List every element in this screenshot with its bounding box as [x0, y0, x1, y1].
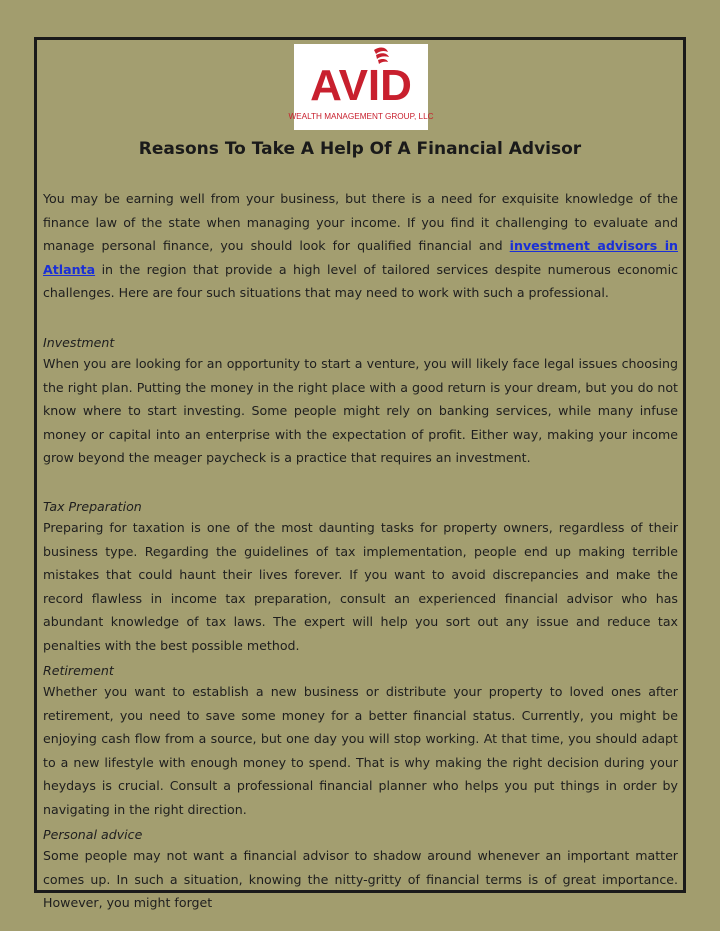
intro-paragraph: [43, 187, 678, 305]
section-body-personal-advice: Some people may not want a financial advisor to shadow around whenever an important matter comes up. In such a situation, knowing the nitty-gritty of financial terms is of great importance. However, you might forget: [43, 848, 678, 910]
intro-text-before-link: You may be earning well from your business, but there is a need for exquisite knowledge of the finance law of the state when managing your income. If you find it challenging to evaluate and manage personal finance, you should look for qualified financial and: [43, 191, 678, 253]
logo-brand-text: AVID: [310, 61, 412, 110]
section-heading-retirement: Retirement: [43, 663, 114, 678]
logo-tagline-text: WEALTH MANAGEMENT GROUP, LLC: [288, 112, 434, 121]
section-heading-tax-preparation: Tax Preparation: [43, 499, 142, 514]
avid-logo-icon: [288, 44, 434, 130]
section-heading-investment: Investment: [43, 335, 115, 350]
section-heading-personal-advice: Personal advice: [43, 827, 143, 842]
section-body-retirement: Whether you want to establish a new business or distribute your property to loved ones after retirement, you need to save some money for a better financial status. Currently, you might be enjoying cash flow from a source, but one day you will stop working. At that time, you should adapt to a new lifestyle with enough money to spend. That is why making the right decision during your heydays is crucial. Consult a professional financial planner who helps you put things in order by navigating in the right direction.: [43, 684, 678, 817]
page-title: Reasons To Take A Help Of A Financial Advisor: [138, 139, 582, 159]
section-body-tax-preparation: Preparing for taxation is one of the most daunting tasks for property owners, regardless of their business type. Regarding the guidelines of tax implementation, people end up making terrible mistakes that could haunt their lives forever. If you want to avoid discrepancies and make the record flawless in income tax preparation, consult an experienced financial advisor who has abundant knowledge of tax laws. The expert will help you sort out any issue and reduce tax penalties with the best possible method.: [43, 520, 678, 653]
intro-text-after-link: in the region that provide a high level of tailored services despite numerous economic challenges. Here are four such situations that may need to work with such a professional.: [43, 261, 678, 300]
document-page: [34, 37, 686, 910]
company-logo: [288, 44, 434, 130]
section-body-investment: When you are looking for an opportunity to start a venture, you will likely face legal issues choosing the right plan. Putting the money in the right place with a good return is your dream, but you do not know where to start investing. Some people might rely on banking services, while many infuse money or capital into an enterprise with the expectation of profit. Either way, making your income grow beyond the meager paycheck is a practice that requires an investment.: [43, 356, 678, 465]
investment-advisors-link[interactable]: investment advisors in Atlanta: [43, 238, 678, 277]
